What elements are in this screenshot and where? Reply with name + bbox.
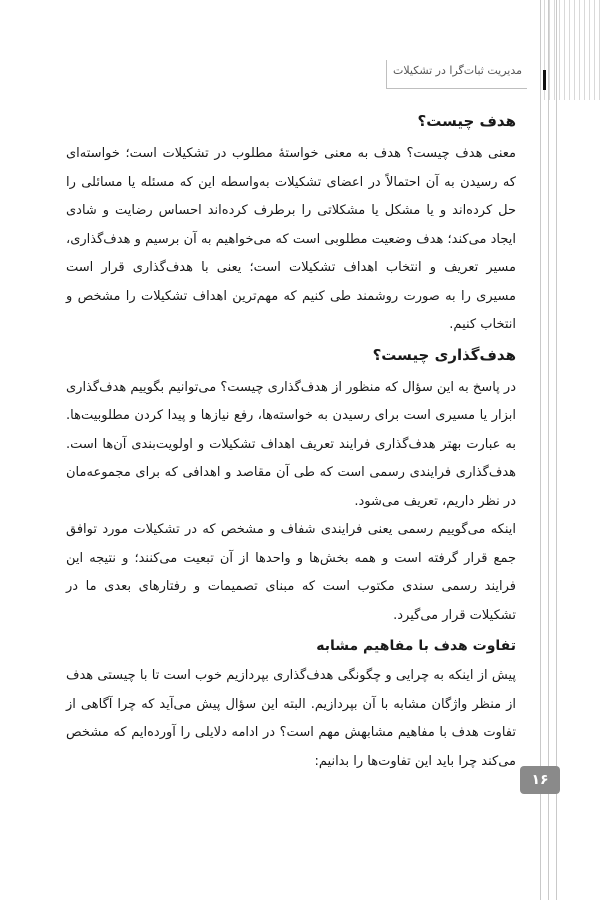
- running-header: [386, 60, 546, 90]
- paragraph: در پاسخ به این سؤال که منظور از هدف‌گذاری چیست؟ می‌توانیم بگوییم هدف‌گذاری ابزار یا مسیری است برای رسیدن به خواسته‌ها، رفع نیازها و پیدا کردن مطلوبیت‌ها. به عبارت بهتر هدف‌گذاری فرایند تعریف اهداف تشکیلات و اولویت‌بندی آن‌ها است. هدف‌گذاری فرایندی رسمی است که طی آن مقاصد و اهدافی که برای مجموعه‌مان در نظر داریم، تعریف می‌شود.: [66, 379, 516, 509]
- page-number: ۱۶: [520, 766, 560, 794]
- section-heading: تفاوت هدف با مفاهیم مشابه: [316, 638, 516, 654]
- page-edge-line: [556, 0, 557, 900]
- paragraph: اینکه می‌گوییم رسمی یعنی فرایندی شفاف و مشخص که در تشکیلات مورد توافق جمع قرار گرفته است و همه بخش‌ها و واحدها از آن تبعیت می‌کنند؛ و نتیجه این فرایند رسمی سندی مکتوب است که مبنای تصمیمات و رفتارهای بعدی ما در تشکیلات قرار می‌گیرد.: [66, 522, 516, 623]
- header-marker: [543, 70, 546, 90]
- page-edge-stripes: [540, 0, 600, 900]
- body-text: [66, 108, 516, 776]
- paragraph: پیش از اینکه به چرایی و چگونگی هدف‌گذاری بپردازیم خوب است تا با چیستی هدف از منظر واژگان مشابه با آن بپردازیم. البته این سؤال پیش می‌آید که چرا آگاهی از تفاوت هدف با مفاهیم مشابهش مهم است؟ در ادامه دلایلی را آورده‌ایم که مشخص می‌کند چرا باید این تفاوت‌ها را بدانیم:: [66, 668, 516, 769]
- page-edge-line: [540, 0, 541, 900]
- thumb-index-block: [540, 0, 600, 100]
- section-heading: هدف چیست؟: [417, 112, 516, 130]
- section-heading: هدف‌گذاری چیست؟: [372, 345, 516, 364]
- paragraph: معنی هدف چیست؟ هدف به معنی خواستهٔ مطلوب در تشکیلات است؛ خواسته‌ای که رسیدن به آن احتمالاً در اعضای تشکیلات به‌واسطه این که مسئله یا مسائلی را حل کرده‌اند و یا مشکل یا مشکلاتی را برطرف کرده‌اند احساس رضایت و شادی ایجاد می‌کند؛ هدف وضعیت مطلوبی است که می‌خواهیم به آن برسیم و هدف‌گذاری، مسیر تعریف و انتخاب اهداف تشکیلات است؛ یعنی با هدف‌گذاری قرار است مسیری را به صورت روشمند طی کنیم که مهم‌ترین اهداف تشکیلات را مشخص و انتخاب کنیم.: [66, 146, 516, 332]
- page-edge-line: [548, 0, 549, 900]
- running-title: مدیریت ثبات‌گرا در تشکیلات: [393, 64, 522, 77]
